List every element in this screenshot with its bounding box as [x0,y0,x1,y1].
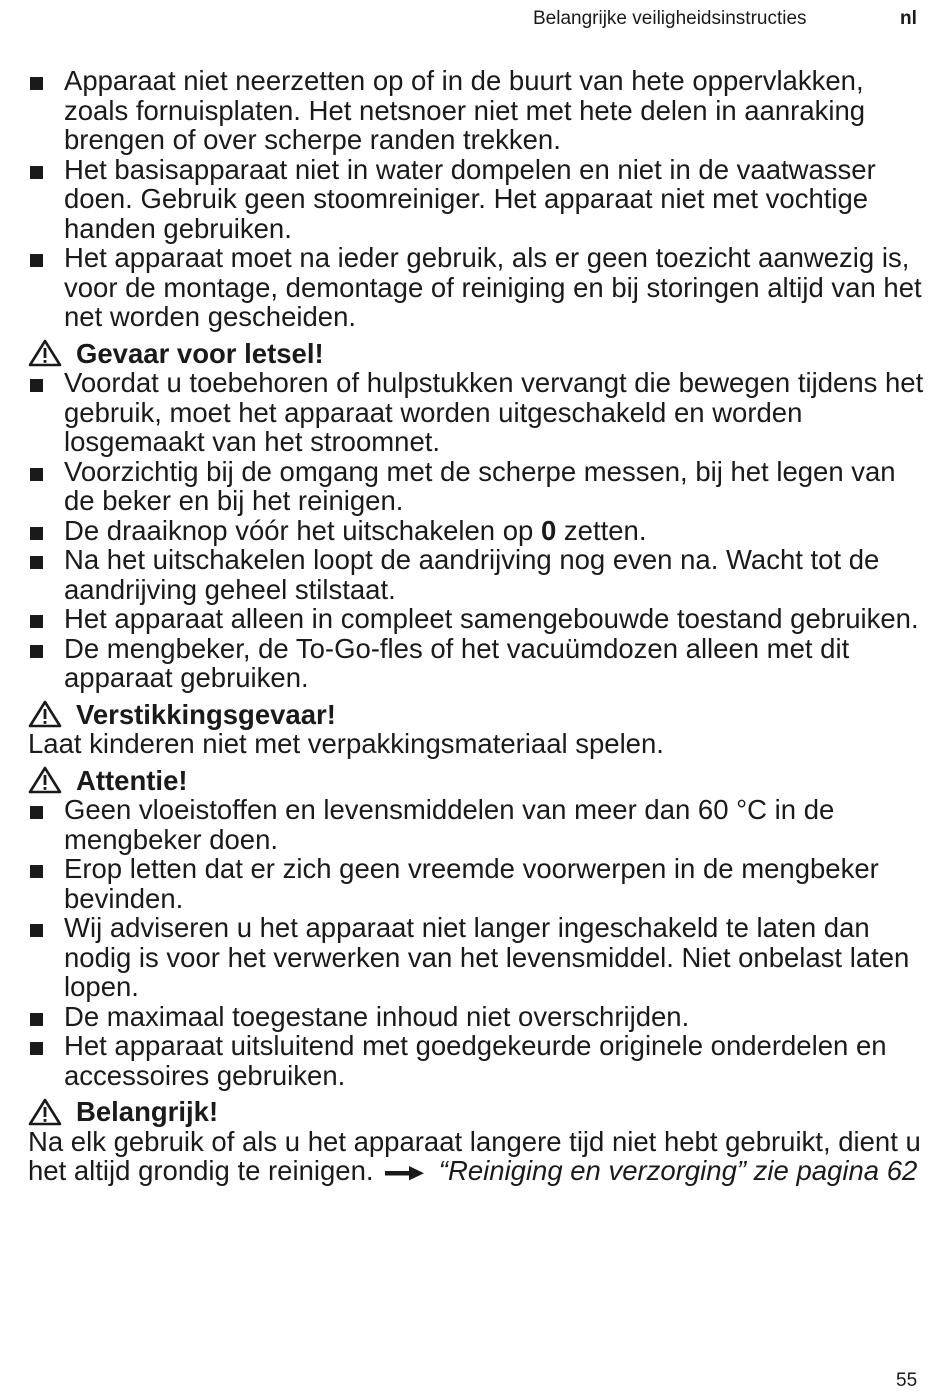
safety-content [28,66,928,1186]
list-item: Voordat u toebehoren of hulpstukken vervangt die bewegen tijdens het gebruik, moet het apparaat worden uitgeschakeld en worden losgemaakt van het stroomnet. [28,368,928,457]
list-item: Voorzichtig bij de omgang met de scherpe messen, bij het legen van de beker en bij het reinigen. [28,457,928,516]
list-item: Het apparaat alleen in compleet samengebouwde toestand gebruiken. [28,604,928,634]
cross-reference-link[interactable]: “Reiniging en verzorging” zie pagina 62 [438,1155,918,1186]
knob-text-after: zetten. [556,514,647,546]
list-item: Apparaat niet neerzetten op of in de buurt van hete oppervlakken, zoals fornuisplaten. Het netsnoer niet met hete delen in aanraking brengen of over scherpe randen trekken. [28,66,928,155]
important-heading [28,1097,928,1127]
arrow-right-icon [385,1165,425,1181]
list-item: Wij adviseren u het apparaat niet langer ingeschakeld te laten dan nodig is voor het verwerken van het levensmiddel. Niet onbelast laten lopen. [28,913,928,1002]
suffocation-heading [28,700,928,730]
warning-triangle-icon [28,1098,62,1126]
important-heading-text: Belangrijk! [76,1096,219,1127]
injury-bullet-list [28,368,928,693]
attention-heading [28,766,928,796]
language-code: nl [900,8,917,29]
injury-heading [28,339,928,369]
knob-zero: 0 [540,514,557,546]
list-item [28,516,928,546]
list-item: Na het uitschakelen loopt de aandrijving nog even na. Wacht tot de aandrijving geheel stilstaat. [28,545,928,604]
list-item: Het apparaat uitsluitend met goedgekeurde originele onderdelen en accessoires gebruiken. [28,1031,928,1090]
page-header [0,8,950,32]
header-title: Belangrijke veiligheidsinstructies [533,8,807,29]
attention-heading-text: Attentie! [76,764,188,796]
list-item: Het basisapparaat niet in water dompelen en niet in de vaatwasser doen. Gebruik geen stoomreiniger. Het apparaat niet met vochtige handen gebruiken. [28,155,928,244]
list-item: De mengbeker, de To-Go-fles of het vacuümdozen alleen met dit apparaat gebruiken. [28,634,928,693]
warning-triangle-icon [28,700,62,728]
list-item: Het apparaat moet na ieder gebruik, als er geen toezicht aanwezig is, voor de montage, demontage of reiniging en bij storingen altijd van het net worden gescheiden. [28,243,928,332]
important-paragraph [28,1127,928,1186]
intro-bullet-list [28,66,928,332]
important-text: Na elk gebruik of als u het apparaat langere tijd niet hebt gebruikt, dient u het altijd grondig te reinigen. [28,1125,921,1186]
attention-bullet-list [28,795,928,1090]
suffocation-heading-text: Verstikkingsgevaar! [76,698,336,730]
warning-triangle-icon [28,766,62,794]
suffocation-text: Laat kinderen niet met verpakkingsmateriaal spelen. [28,728,664,759]
injury-heading-text: Gevaar voor letsel! [76,337,324,369]
knob-text-before: De draaiknop vóór het uitschakelen op [64,514,541,546]
warning-triangle-icon [28,339,62,367]
list-item: Erop letten dat er zich geen vreemde voorwerpen in de mengbeker bevinden. [28,854,928,913]
list-item: Geen vloeistoffen en levensmiddelen van meer dan 60 °C in de mengbeker doen. [28,795,928,854]
page-number: 55 [896,1370,918,1391]
list-item: De maximaal toegestane inhoud niet overschrijden. [28,1002,928,1032]
